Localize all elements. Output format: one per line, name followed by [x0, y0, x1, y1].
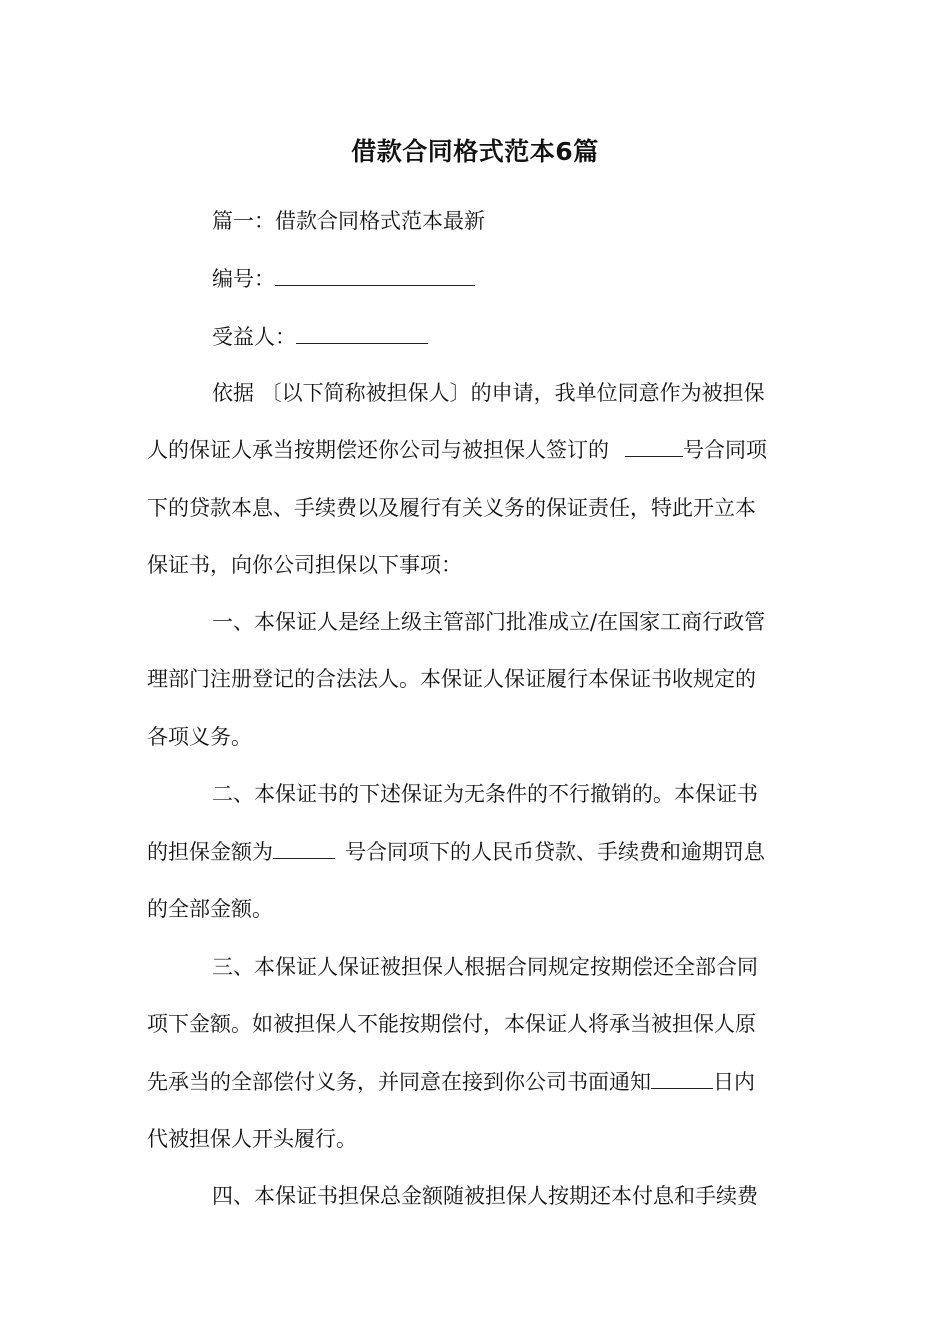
- paragraph-line: 项下金额。如被担保人不能按期偿付，本保证人将承当被担保人原: [147, 1012, 756, 1036]
- paragraph-line: 依据 〔以下简称被担保人〕的申请，我单位同意作为被担保: [212, 381, 765, 405]
- paragraph-line: 代被担保人开头履行。: [147, 1127, 357, 1151]
- paragraph-line: 的全部金额。: [147, 897, 273, 921]
- paragraph-line: 一、本保证人是经上级主管部门批准成立/在国家工商行政管: [212, 610, 766, 634]
- paragraph-line: [147, 837, 807, 867]
- paragraph-text: 号合同项下的人民币贷款、手续费和逾期罚息: [345, 840, 765, 864]
- paragraph-text: 号合同项: [683, 438, 767, 462]
- document-title: 借款合同格式范本6篇: [351, 137, 599, 166]
- paragraph-line: 下的贷款本息、手续费以及履行有关义务的保证责任，特此开立本: [147, 496, 756, 520]
- number-blank: [275, 265, 475, 286]
- number-label: 编号：: [212, 267, 275, 291]
- paragraph-line: 三、本保证人保证被担保人根据合同规定按期偿还全部合同: [212, 955, 758, 979]
- paragraph-text: 人的保证人承当按期偿还你公司与被担保人签订的: [147, 438, 609, 462]
- paragraph-text: 的担保金额为: [147, 840, 273, 864]
- paragraph-line: [147, 435, 807, 465]
- paragraph-line: 保证书，向你公司担保以下事项：: [147, 553, 462, 577]
- beneficiary-field: [212, 322, 807, 352]
- paragraph-line: 各项义务。: [147, 725, 252, 749]
- paragraph-line: [147, 1067, 807, 1097]
- beneficiary-blank: [296, 323, 428, 344]
- paragraph-line: 四、本保证书担保总金额随被担保人按期还本付息和手续费: [212, 1184, 758, 1208]
- paragraph-line: 二、本保证书的下述保证为无条件的不行撤销的。本保证书: [212, 782, 758, 806]
- amount-blank: [273, 838, 335, 859]
- number-field: [212, 264, 807, 294]
- paragraph-text: 日内: [713, 1070, 755, 1094]
- paragraph-line: 理部门注册登记的合法法人。本保证人保证履行本保证书收规定的: [147, 667, 756, 691]
- paragraph-text: 先承当的全部偿付义务，并同意在接到你公司书面通知: [147, 1070, 651, 1094]
- contract-number-blank: [625, 436, 683, 457]
- days-blank: [651, 1068, 713, 1089]
- section-heading: 篇一：借款合同格式范本最新: [212, 209, 485, 233]
- beneficiary-label: 受益人：: [212, 325, 296, 349]
